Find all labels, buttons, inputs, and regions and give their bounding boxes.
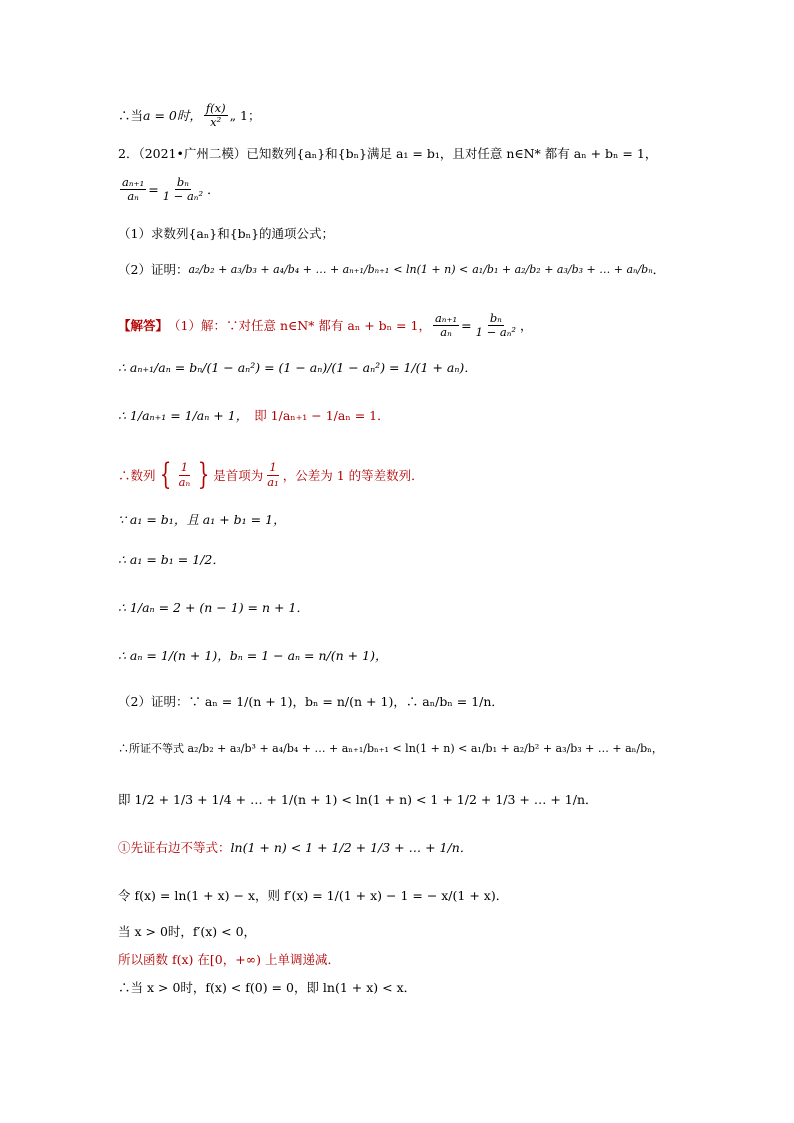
derivation-5-text: ∴ 1/aₙ = 2 + (n − 1) = n + 1． (118, 600, 309, 615)
question-1-text: （1）求数列{aₙ}和{bₙ}的通项公式； (118, 226, 335, 241)
derivative-sign (118, 924, 734, 939)
answer-frac-2 (474, 312, 518, 339)
question-2 (118, 262, 734, 277)
right-inequality-expr: ln(1 + n) < 1 + 1/2 + 1/3 + … + 1/n． (230, 840, 473, 855)
right-brace: } (197, 457, 210, 492)
derivative-sign-text: 当 x > 0时，f′(x) < 0， (118, 924, 257, 939)
first-term-den: a₁ (267, 474, 279, 489)
recurrence-lhs-num: aₙ₊₁ (122, 175, 145, 189)
seq-frac-den: aₙ (178, 474, 191, 489)
recurrence-eq: = (148, 182, 159, 198)
derivation-2-b: 即 1/aₙ₊₁ − 1/aₙ = 1． (254, 408, 390, 423)
question-1 (118, 226, 734, 241)
derivation-6 (118, 648, 734, 663)
right-inequality-lead: ①先证右边不等式： (118, 840, 231, 855)
seq-frac-num: 1 (180, 460, 189, 475)
question-2-left: a₂/b₂ + a₃/b₃ + a₄/b₄ + … + aₙ₊₁/bₙ₊₁ (188, 262, 390, 276)
first-term-num: 1 (269, 460, 277, 475)
define-f (118, 888, 734, 903)
recurrence-rhs-num: bₙ (176, 175, 189, 189)
seq-brace-group (156, 457, 214, 492)
recurrence-lhs-den: aₙ (127, 189, 139, 204)
line-1-fraction (204, 102, 228, 129)
recurrence-rhs-den: 1 − aₙ² (162, 189, 204, 204)
derivation-3 (118, 512, 734, 527)
line-1-tail: „ 1； (229, 108, 261, 124)
conclusion-line (118, 980, 734, 995)
derivation-4-text: ∴ a₁ = b₁ = 1/2． (118, 552, 225, 567)
answer-tag: 【解答】 (118, 318, 169, 334)
answer-frac-2-den: 1 − aₙ² (475, 325, 517, 340)
derivation-5 (118, 600, 734, 615)
define-f-text: 令 f(x) = ln(1 + x) − x，则 f′(x) = 1/(1 + x) − 1 = − x/(1 + x)． (118, 888, 509, 903)
problem-2-statement (118, 146, 734, 161)
first-term-frac (265, 461, 280, 488)
question-2-lead: （2）证明： (118, 262, 189, 277)
answer-frac-1-num: aₙ₊₁ (434, 311, 458, 325)
inequality-restate (118, 742, 734, 755)
derivation-2 (118, 408, 734, 423)
left-brace: { (159, 457, 171, 492)
line-1-frac-num: f(x) (205, 101, 226, 115)
recurrence-rhs (161, 176, 205, 203)
answer-frac-1-den: aₙ (440, 325, 452, 340)
question-2-right: a₁/b₁ + a₂/b₂ + a₃/b₃ + … + aₙ/bₙ (472, 262, 653, 276)
derivation-4 (118, 552, 734, 567)
arith-seq-line (118, 457, 734, 492)
answer-tail: ， (520, 318, 533, 334)
seq-frac (177, 461, 193, 488)
line-1-frac-den: x² (210, 115, 222, 130)
derivation-1 (118, 360, 734, 375)
monotonic-text: 所以函数 f(x) 在[0，+∞) 上单调递减． (118, 952, 340, 967)
answer-frac-2-num: bₙ (489, 311, 502, 325)
arith-seq-lead: ∴数列 (118, 467, 156, 483)
part-2-proof-text: （2）证明：∵ aₙ = 1/(n + 1)，bₙ = n/(n + 1)，∴ aₙ/bₙ = 1/n． (118, 694, 504, 709)
part-2-proof (118, 694, 734, 709)
right-inequality (118, 840, 734, 855)
answer-text: （1）解：∵对任意 n∈N* 都有 aₙ + bₙ = 1， (168, 318, 431, 334)
question-2-tail: ． (652, 262, 666, 277)
question-2-mid: < ln(1 + n) < (393, 262, 469, 276)
problem-2-recurrence (118, 176, 734, 203)
answer-eq: = (461, 318, 472, 334)
line-1-lead: ∴当 (118, 108, 144, 124)
line-1 (118, 102, 734, 129)
recurrence-lhs (120, 176, 146, 203)
conclusion-text: ∴当 x > 0时，f(x) < f(0) = 0，即 ln(1 + x) < x． (118, 980, 417, 995)
derivation-1-text: ∴ aₙ₊₁/aₙ = bₙ/(1 − aₙ²) = (1 − aₙ)/(1 − aₙ²) = 1/(1 + aₙ)． (118, 360, 477, 375)
inequality-restate-text: ∴所证不等式 a₂/b₂ + a₃/b³ + a₄/b₄ + … + aₙ₊₁/bₙ₊₁ < ln(1 + n) < a₁/b₁ + a₂/b² + a₃/b₃ + … + aₙ/bₙ， (118, 742, 663, 755)
arith-seq-tail: 是首项为 (213, 467, 264, 483)
answer-start (118, 312, 734, 339)
recurrence-tail: ． (207, 182, 220, 198)
line-1-a0: a = 0时， (143, 108, 202, 124)
arith-seq-tail-2: ，公差为 1 的等差数列． (282, 467, 424, 483)
monotonic-line (118, 952, 734, 967)
answer-frac-1 (433, 312, 459, 339)
inequality-equiv (118, 792, 734, 807)
derivation-2-a: ∴ 1/aₙ₊₁ = 1/aₙ + 1， (118, 408, 249, 423)
derivation-6-text: ∴ aₙ = 1/(n + 1)，bₙ = 1 − aₙ = n/(n + 1)， (118, 648, 388, 663)
inequality-equiv-text: 即 1/2 + 1/3 + 1/4 + … + 1/(n + 1) < ln(1 + n) < 1 + 1/2 + 1/3 + … + 1/n． (118, 792, 598, 807)
problem-2-text: 2．（2021•广州二模）已知数列{aₙ}和{bₙ}满足 a₁ = b₁，且对任意 n∈N* 都有 aₙ + bₙ = 1， (118, 146, 658, 161)
derivation-3-text: ∵ a₁ = b₁，且 a₁ + b₁ = 1， (118, 512, 286, 527)
